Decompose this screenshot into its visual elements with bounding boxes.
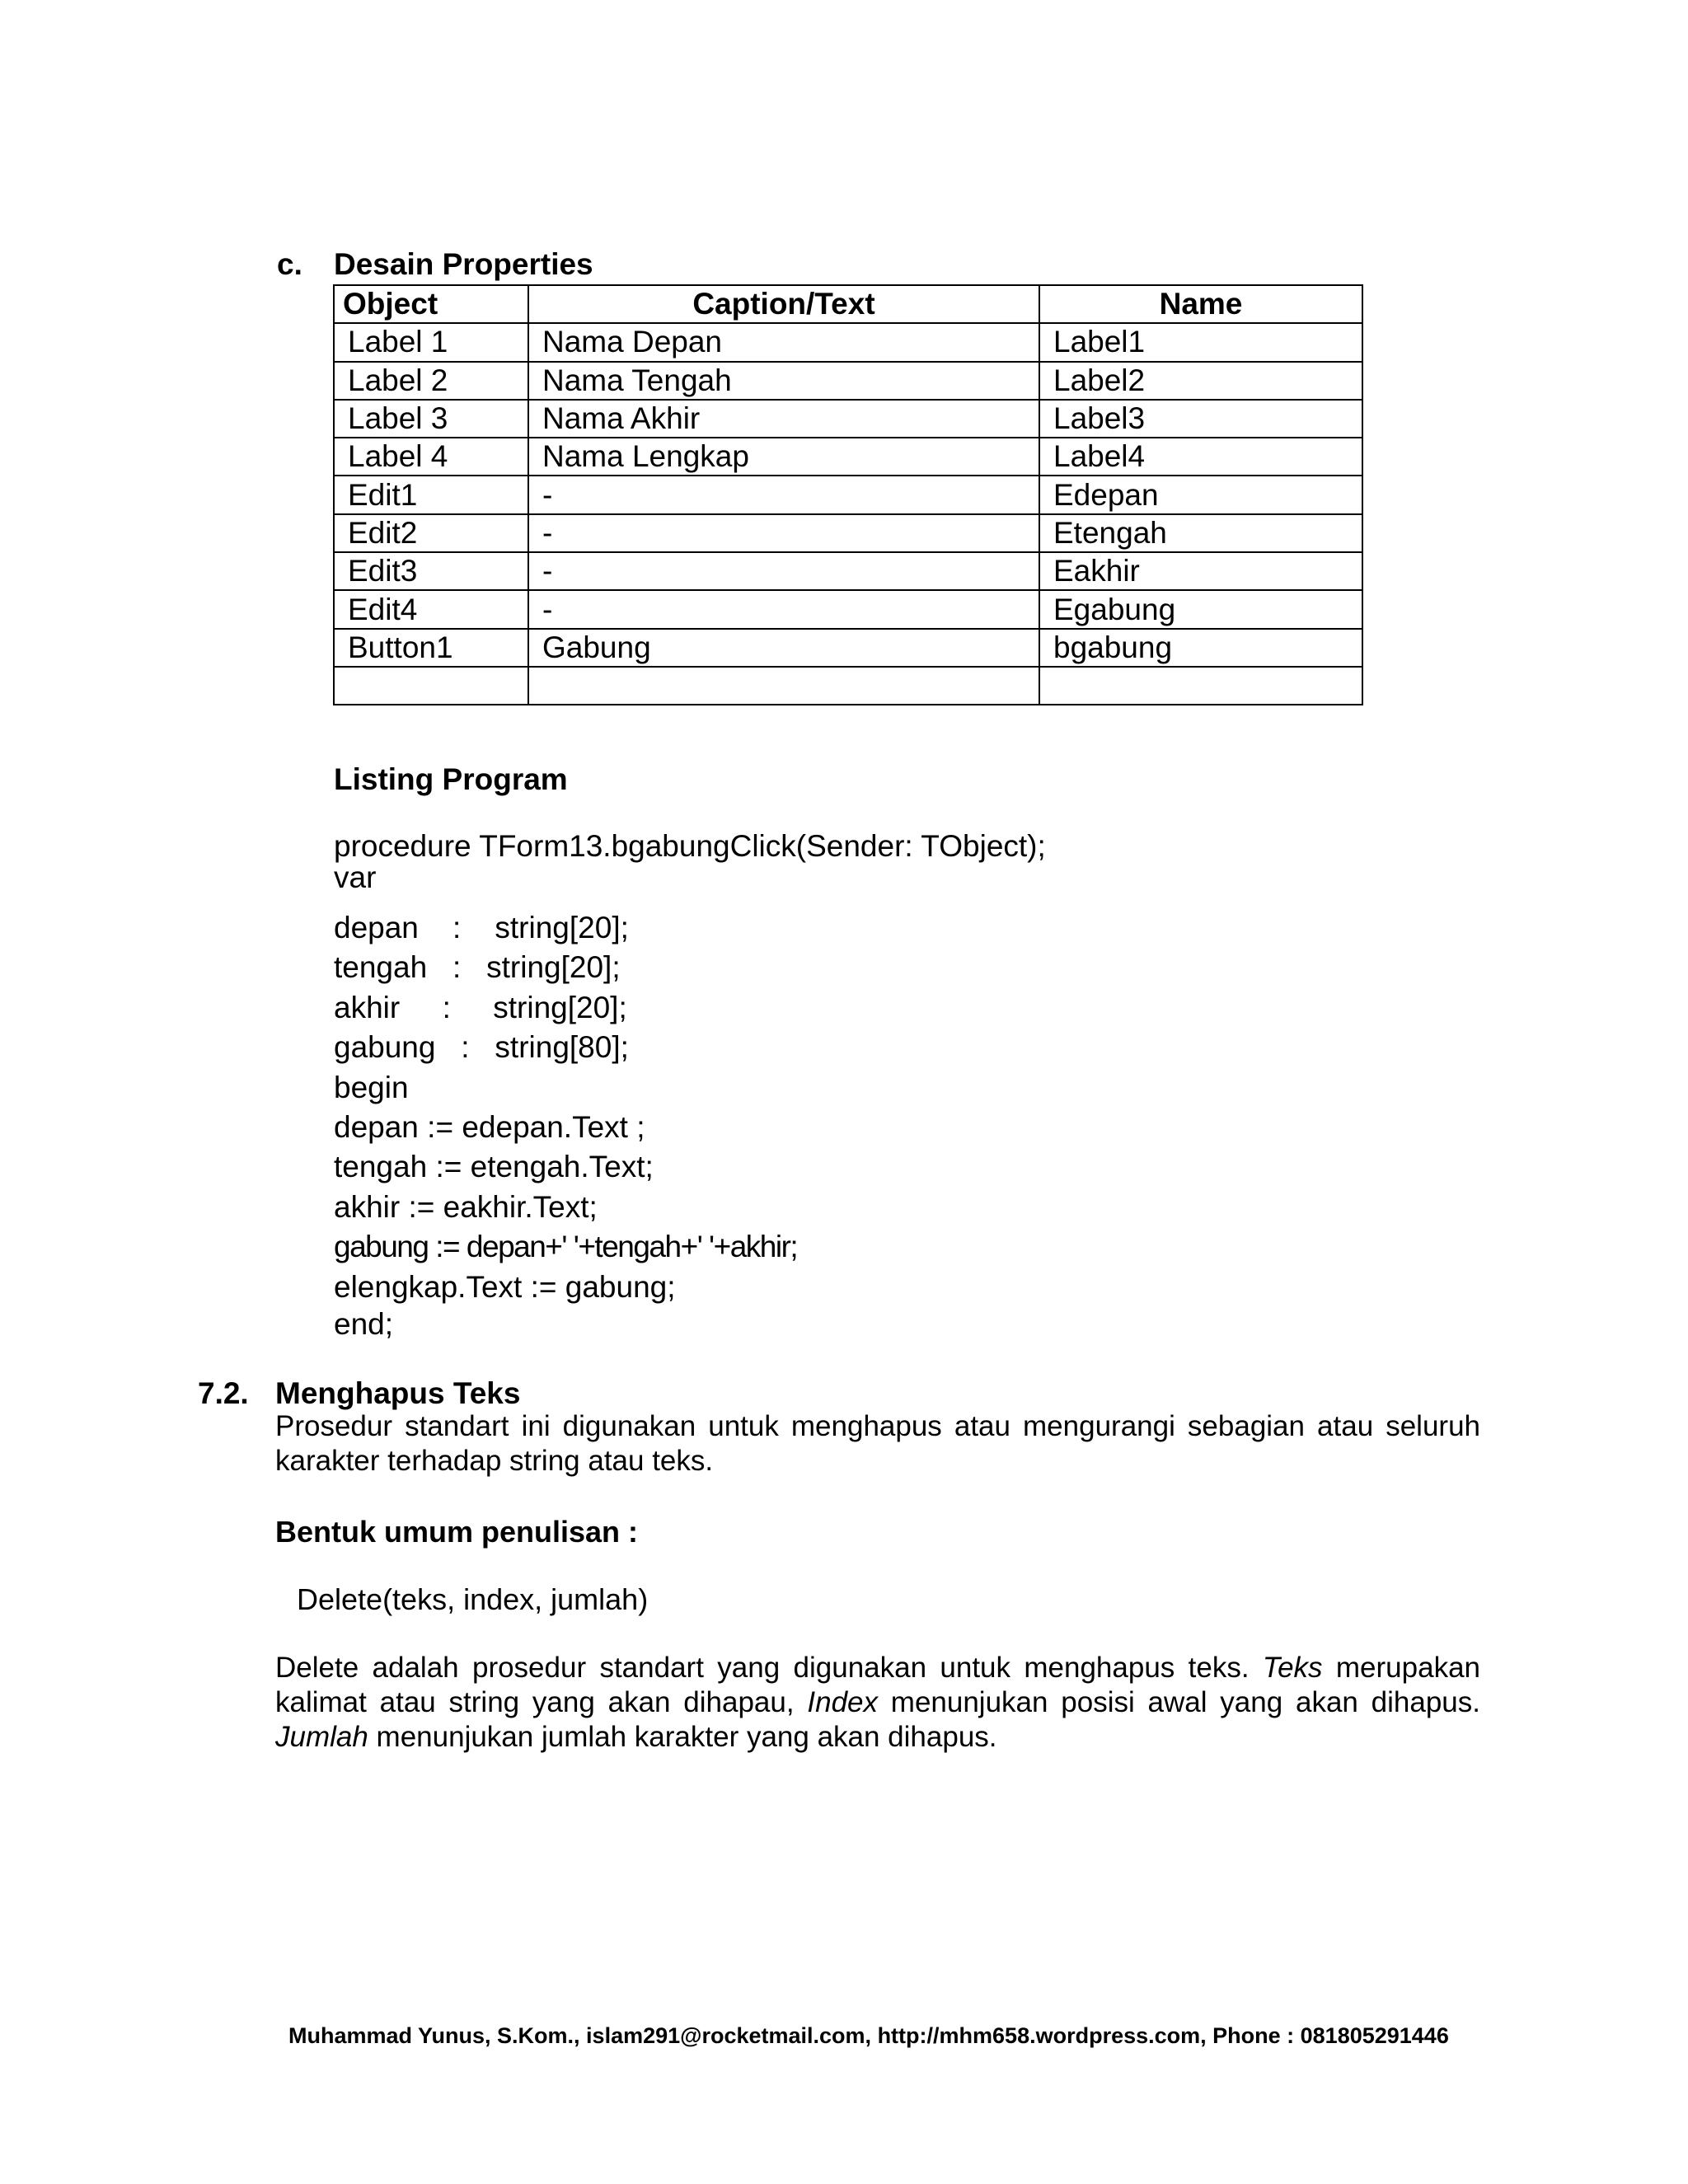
table-row [334, 514, 1362, 552]
table-row [334, 362, 1362, 400]
table-row [334, 476, 1362, 513]
desc-jumlah-term: Jumlah [275, 1721, 368, 1753]
table-row [334, 590, 1362, 628]
table-cell-object: Button1 [334, 629, 528, 667]
table-cell-name: Egabung [1039, 590, 1362, 628]
table-cell-caption: - [528, 514, 1039, 552]
table-cell-object: Label 3 [334, 400, 528, 438]
table-row [334, 323, 1362, 361]
table-cell-object: Edit3 [334, 552, 528, 590]
general-form-heading: Bentuk umum penulisan : [275, 1515, 639, 1549]
table-cell-caption: Nama Lengkap [528, 438, 1039, 476]
table-cell-name: Etengah [1039, 514, 1362, 552]
desc-index-term: Index [807, 1686, 878, 1718]
table-cell-caption: - [528, 590, 1039, 628]
delete-description-paragraph [275, 1651, 1480, 1755]
desc-text: menunjukan jumlah karakter yang akan dihapus. [368, 1721, 997, 1753]
table-cell-caption [528, 667, 1039, 705]
table-row [334, 438, 1362, 476]
table-cell-object: Label 2 [334, 362, 528, 400]
table-cell-object: Edit4 [334, 590, 528, 628]
code-line: elengkap.Text := gabung; [334, 1270, 676, 1304]
table-cell-object: Edit2 [334, 514, 528, 552]
table-cell-name: Label3 [1039, 400, 1362, 438]
table-cell-object: Label 4 [334, 438, 528, 476]
desc-text: menunjukan posisi awal yang akan dihapus. [878, 1686, 1480, 1718]
table-cell-name: Label2 [1039, 362, 1362, 400]
code-line: akhir := eakhir.Text; [334, 1190, 598, 1224]
table-cell-object: Edit1 [334, 476, 528, 513]
table-row [334, 400, 1362, 438]
table-cell-name: Label4 [1039, 438, 1362, 476]
code-line: var [334, 860, 377, 894]
section-title: Menghapus Teks [275, 1376, 521, 1410]
section-c-marker: c. [277, 247, 302, 281]
code-line: depan : string[20]; [334, 911, 629, 944]
table-cell-name: Label1 [1039, 323, 1362, 361]
code-line: tengah := etengah.Text; [334, 1150, 654, 1183]
table-cell-object: Label 1 [334, 323, 528, 361]
section-c-title: Desain Properties [334, 247, 593, 281]
table-cell-caption: - [528, 476, 1039, 513]
table-cell-caption: Gabung [528, 629, 1039, 667]
table-cell-caption: Nama Tengah [528, 362, 1039, 400]
table-cell-caption: - [528, 552, 1039, 590]
desc-text: merupakan kalimat atau string yang akan dihapau, [275, 1652, 1480, 1718]
table-header-caption: Caption/Text [528, 285, 1039, 323]
table-cell-name: bgabung [1039, 629, 1362, 667]
table-header-row [334, 285, 1362, 323]
table-row [334, 629, 1362, 667]
table-header-object: Object [334, 285, 528, 323]
listing-title: Listing Program [334, 762, 568, 796]
table-header-name: Name [1039, 285, 1362, 323]
code-line: tengah : string[20]; [334, 950, 621, 984]
page-footer: Muhammad Yunus, S.Kom., islam291@rocketmail.com, http://mhm658.wordpress.com, Phone : 081805291446 [288, 2023, 1449, 2048]
properties-table [333, 284, 1363, 705]
table-cell-object [334, 667, 528, 705]
code-line: gabung : string[80]; [334, 1030, 629, 1064]
code-line: depan := edepan.Text ; [334, 1110, 645, 1144]
desc-teks-term: Teks [1262, 1652, 1323, 1684]
table-row-empty [334, 667, 1362, 705]
table-cell-name: Eakhir [1039, 552, 1362, 590]
code-line: end; [334, 1307, 394, 1341]
table-cell-caption: Nama Akhir [528, 400, 1039, 438]
section-intro-paragraph: Prosedur standart ini digunakan untuk menghapus atau mengurangi sebagian atau seluruh karakter terhadap string atau teks. [275, 1410, 1480, 1477]
desc-text: Delete adalah prosedur standart yang digunakan untuk menghapus teks. [275, 1652, 1263, 1684]
section-number: 7.2. [198, 1376, 249, 1410]
code-line: procedure TForm13.bgabungClick(Sender: TObject); [334, 829, 1046, 863]
code-line: gabung := depan+' '+tengah+' '+akhir; [334, 1230, 798, 1263]
table-row [334, 552, 1362, 590]
code-line: akhir : string[20]; [334, 991, 627, 1024]
table-cell-name: Edepan [1039, 476, 1362, 513]
table-cell-caption: Nama Depan [528, 323, 1039, 361]
delete-syntax: Delete(teks, index, jumlah) [297, 1582, 649, 1616]
code-line: begin [334, 1071, 409, 1104]
table-cell-name [1039, 667, 1362, 705]
